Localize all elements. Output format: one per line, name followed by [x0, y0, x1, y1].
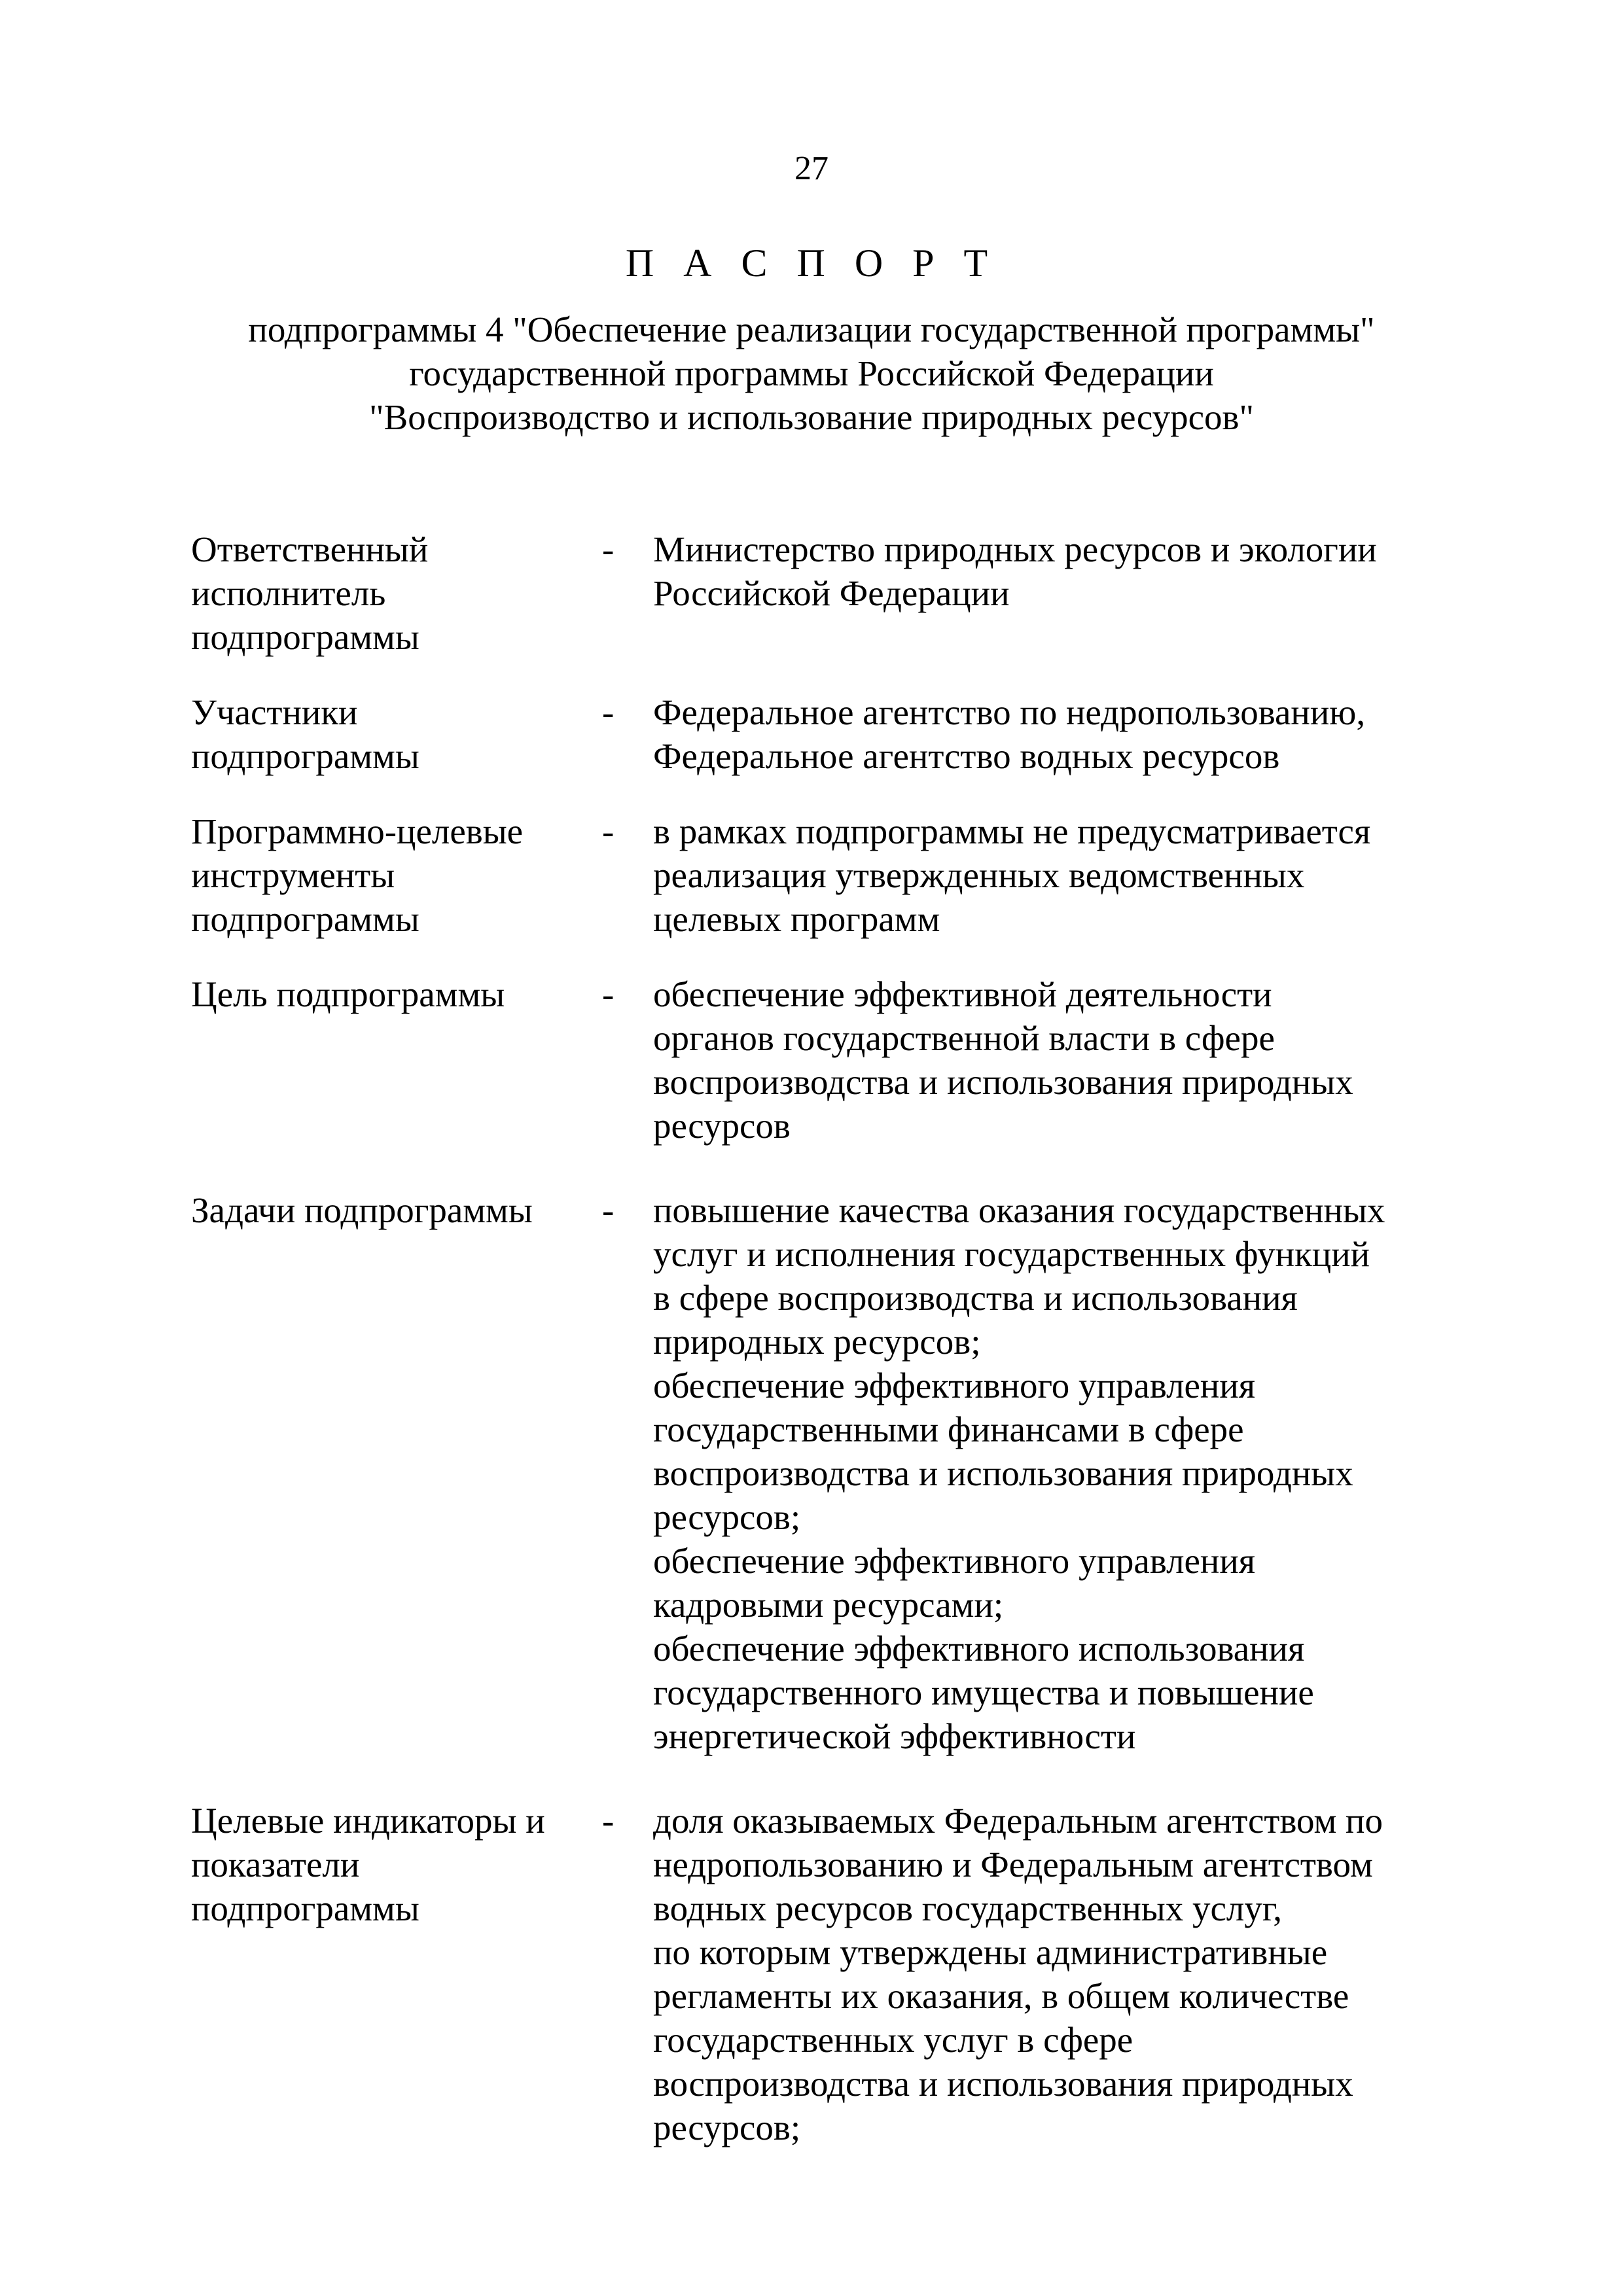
field-value-line: в сфере воспроизводства и использования — [653, 1278, 1298, 1318]
dash-separator: - — [602, 692, 615, 732]
field-value-line: Российской Федерации — [653, 573, 1010, 613]
field-label-line: Цель подпрограммы — [191, 974, 505, 1014]
field-label-line: Целевые индикаторы и — [191, 1801, 545, 1841]
field-value-line: государственного имущества и повышение — [653, 1672, 1314, 1712]
field-value-line: обеспечение эффективного управления — [653, 1366, 1256, 1405]
field-value-line: обеспечение эффективной деятельности — [653, 974, 1272, 1014]
page-number: 27 — [794, 150, 829, 187]
document-subtitle — [0, 308, 1623, 439]
subtitle-line: "Воспроизводство и использование природных ресурсов" — [369, 397, 1254, 437]
field-value-line: в рамках подпрограммы не предусматривается — [653, 811, 1371, 851]
field-label-line: Программно-целевые — [191, 811, 524, 851]
field-value-line: повышение качества оказания государственных — [653, 1190, 1385, 1230]
field-value-line: по которым утверждены административные — [653, 1932, 1328, 1972]
passport-table — [191, 527, 1467, 2149]
field-value-line: ресурсов; — [653, 1497, 801, 1537]
dash-separator: - — [602, 974, 615, 1014]
field-value — [653, 690, 1467, 778]
field-value — [653, 809, 1467, 941]
field-value-line: государственных услуг в сфере — [653, 2020, 1133, 2060]
field-value-line: природных ресурсов; — [653, 1322, 981, 1362]
field-label — [191, 690, 602, 778]
passport-row-participants — [191, 690, 1467, 778]
passport-row-indicators — [191, 1799, 1467, 2149]
dash-separator: - — [602, 1801, 615, 1841]
field-label — [191, 527, 602, 659]
field-value-line: Федеральное агентство водных ресурсов — [653, 736, 1280, 776]
field-value-line: водных ресурсов государственных услуг, — [653, 1888, 1282, 1928]
field-value — [653, 972, 1467, 1148]
field-value-line: органов государственной власти в сфере — [653, 1018, 1275, 1058]
field-value-line: ресурсов — [653, 1106, 791, 1146]
passport-row-tasks — [191, 1188, 1467, 1758]
field-value — [653, 1799, 1467, 2149]
field-label-line: Задачи подпрограммы — [191, 1190, 533, 1230]
field-label-line: подпрограммы — [191, 736, 419, 776]
dash-separator: - — [602, 811, 615, 851]
field-label-line: Участники — [191, 692, 358, 732]
field-value-line: реализация утвержденных ведомственных — [653, 855, 1305, 895]
field-label — [191, 1799, 602, 1930]
field-value-line: недропользованию и Федеральным агентством — [653, 1845, 1373, 1884]
field-label-line: подпрограммы — [191, 1888, 419, 1928]
field-label-line: Ответственный — [191, 529, 429, 569]
dash-separator: - — [602, 529, 615, 569]
field-label-line: подпрограммы — [191, 899, 419, 939]
field-value-line: регламенты их оказания, в общем количестве — [653, 1976, 1349, 2016]
field-value-line: кадровыми ресурсами; — [653, 1585, 1004, 1625]
field-value-line: доля оказываемых Федеральным агентством по — [653, 1801, 1383, 1841]
field-label-line: показатели — [191, 1845, 360, 1884]
field-value-line: воспроизводства и использования природных — [653, 1062, 1353, 1102]
field-value-line: Министерство природных ресурсов и экологии — [653, 529, 1377, 569]
dash-separator: - — [602, 1190, 615, 1230]
passport-row-program-instruments — [191, 809, 1467, 941]
field-value-line: энергетической эффективности — [653, 1716, 1136, 1756]
subtitle-line: подпрограммы 4 "Обеспечение реализации государственной программы" — [248, 309, 1375, 349]
field-value-line: Федеральное агентство по недропользованию, — [653, 692, 1366, 732]
field-value-line: государственными финансами в сфере — [653, 1409, 1244, 1449]
subtitle-line: государственной программы Российской Федерации — [409, 353, 1214, 393]
field-value-line: обеспечение эффективного управления — [653, 1541, 1256, 1581]
field-value-line: целевых программ — [653, 899, 940, 939]
passport-row-responsible-executor — [191, 527, 1467, 659]
field-value-line: воспроизводства и использования природных — [653, 1453, 1353, 1493]
field-value — [653, 1188, 1467, 1758]
field-label — [191, 1188, 602, 1232]
field-value-line: воспроизводства и использования природных — [653, 2064, 1353, 2104]
field-value-line: обеспечение эффективного использования — [653, 1629, 1305, 1669]
passport-row-goal — [191, 972, 1467, 1148]
field-label-line: подпрограммы — [191, 617, 419, 657]
document-title: П А С П О Р Т — [625, 241, 998, 285]
field-value — [653, 527, 1467, 615]
field-label — [191, 972, 602, 1016]
field-value-line: ресурсов; — [653, 2108, 801, 2147]
field-label-line: инструменты — [191, 855, 395, 895]
field-label — [191, 809, 602, 941]
field-value-line: услуг и исполнения государственных функций — [653, 1234, 1370, 1274]
field-label-line: исполнитель — [191, 573, 386, 613]
